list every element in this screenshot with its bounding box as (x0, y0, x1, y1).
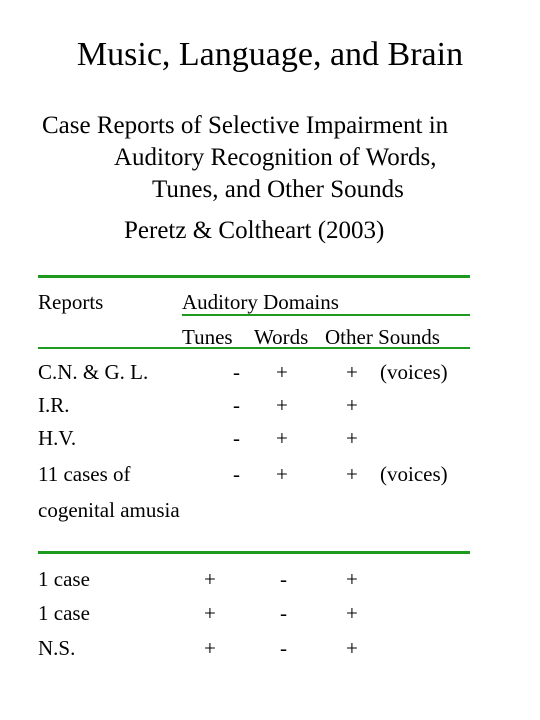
row-words: + (276, 393, 288, 417)
row-report: C.N. & G. L. (38, 360, 149, 384)
divider-middle (38, 551, 470, 554)
row-tunes: + (204, 636, 216, 660)
row-report: 1 case (38, 601, 90, 625)
row-report: H.V. (38, 426, 77, 450)
row-words: - (280, 567, 287, 591)
row-report: N.S. (38, 636, 76, 660)
subtitle-line-2: Auditory Recognition of Words, (114, 144, 437, 171)
row-other: + (346, 601, 358, 625)
row-other: + (346, 360, 358, 384)
row-other: + (346, 462, 358, 486)
row-tunes: + (204, 601, 216, 625)
row-words: + (276, 360, 288, 384)
row-tunes: - (233, 462, 240, 486)
header-auditory-domains: Auditory Domains (182, 290, 339, 314)
row-tunes: + (204, 567, 216, 591)
row-words: + (276, 462, 288, 486)
header-other-sounds: Other Sounds (325, 325, 440, 349)
row-note: (voices) (380, 360, 448, 384)
row-tunes: - (233, 360, 240, 384)
row-words: - (280, 601, 287, 625)
subtitle-line-3: Tunes, and Other Sounds (152, 176, 404, 203)
header-reports: Reports (38, 290, 104, 314)
row-report: I.R. (38, 393, 70, 417)
row-other: + (346, 636, 358, 660)
citation: Peretz & Coltheart (2003) (124, 217, 385, 244)
row-other: + (346, 426, 358, 450)
row-tunes: - (233, 393, 240, 417)
row-report: 11 cases of (38, 462, 131, 486)
divider-top (38, 275, 470, 278)
row-tunes: - (233, 426, 240, 450)
row-report-continued: cogenital amusia (38, 498, 180, 522)
header-words: Words (254, 325, 309, 349)
underline-domains (182, 314, 470, 316)
row-other: + (346, 393, 358, 417)
row-report: 1 case (38, 567, 90, 591)
page-title: Music, Language, and Brain (76, 36, 464, 73)
row-words: - (280, 636, 287, 660)
subtitle-line-1: Case Reports of Selective Impairment in (42, 112, 449, 139)
row-note: (voices) (380, 462, 448, 486)
row-words: + (276, 426, 288, 450)
header-tunes: Tunes (182, 325, 233, 349)
row-other: + (346, 567, 358, 591)
